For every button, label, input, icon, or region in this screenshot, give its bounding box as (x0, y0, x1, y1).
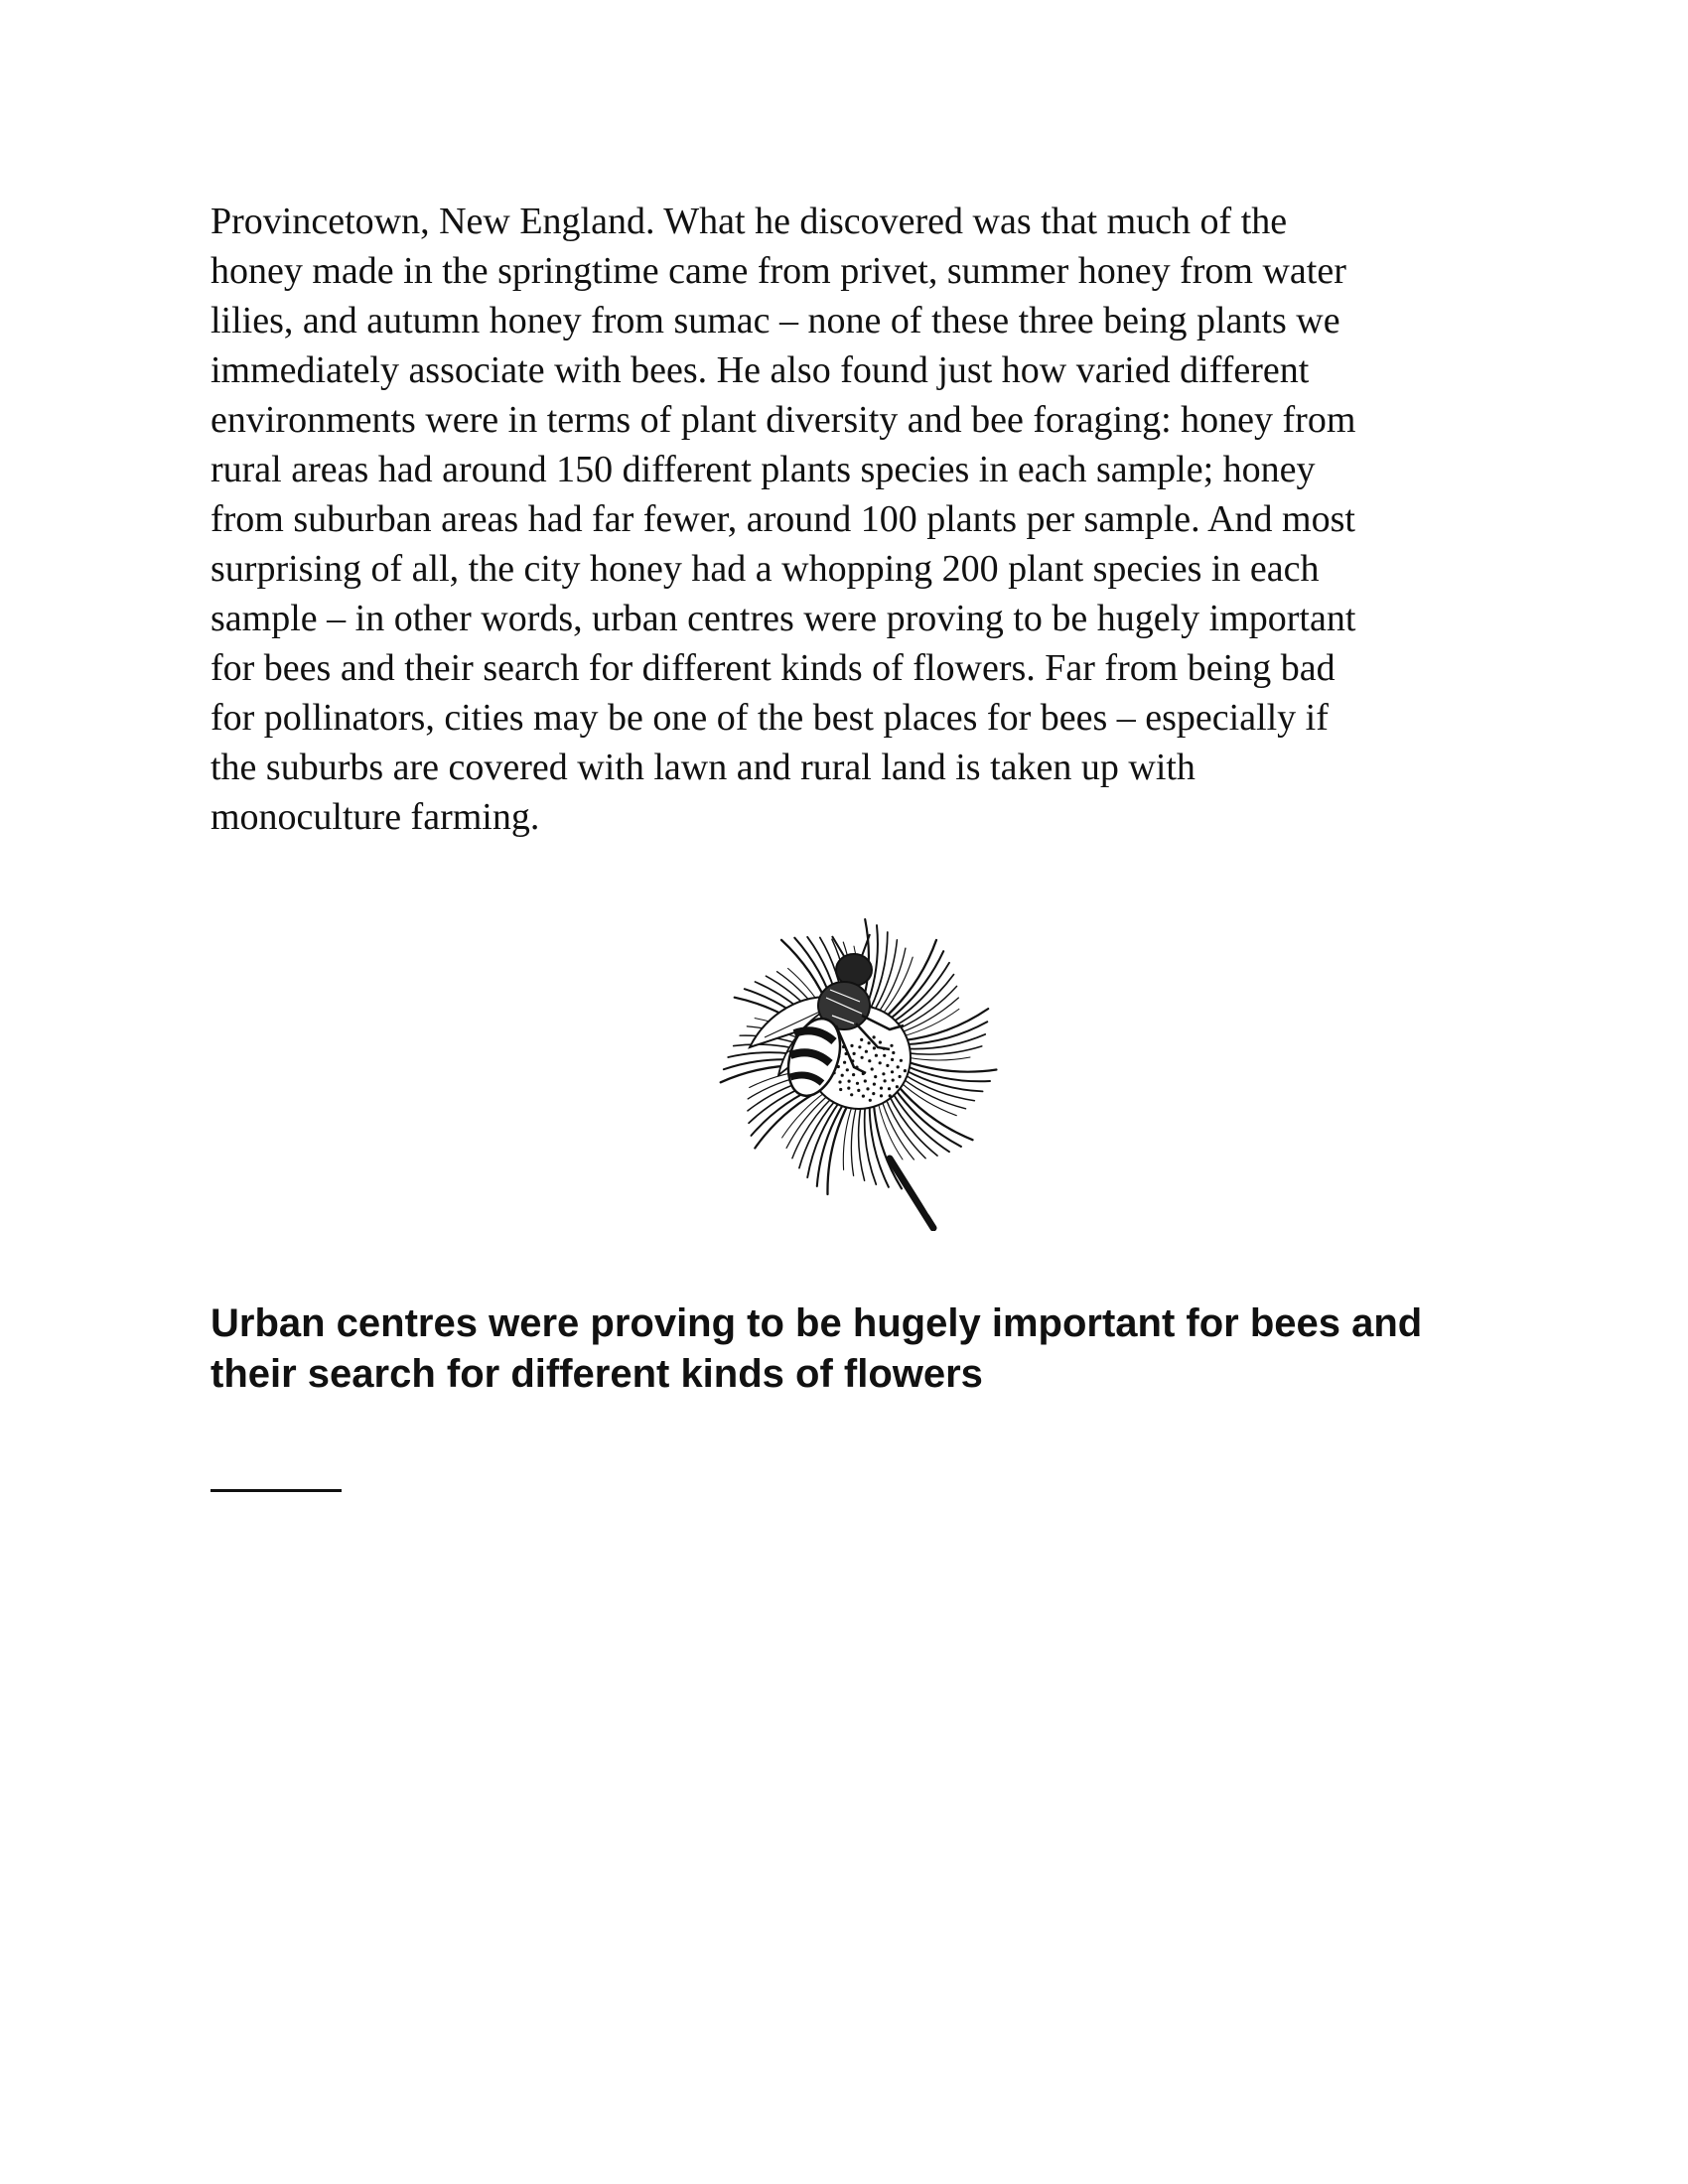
centre-dot (868, 1041, 871, 1044)
centre-dot (873, 1046, 876, 1049)
centre-dot (892, 1079, 895, 1082)
centre-dot (841, 1074, 844, 1077)
centre-dot (904, 1069, 907, 1072)
centre-dot (873, 1083, 876, 1086)
flower-stem (890, 1159, 933, 1228)
centre-dot (843, 1061, 846, 1064)
petal-stroke (907, 1046, 982, 1054)
centre-dot (880, 1087, 883, 1090)
petal-stroke (782, 1092, 826, 1138)
centre-dot (889, 1094, 892, 1097)
centre-dot (873, 1035, 876, 1038)
body-paragraph: Provincetown, New England. What he discovered was that much of the honey made in the springtime came from privet, summer honey from water lilies, and autumn honey from sumac – none of these three being plants we immediately associate with bees. He also found just how varied different environments were in terms of plant diversity and bee foraging: honey from rural areas had around 150 different plants species in each sample; honey from suburban areas had far fewer, around 100 plants per sample. And most surprising of all, the city honey had a whopping 200 plant species in each sample – in other words, urban centres were proving to be hugely important for bees and their search for different kinds of flowers. Far from being bad for pollinators, cities may be one of the best places for bees – especially if the suburbs are covered with lawn and rural land is taken up with monoculture farming. (211, 201, 1356, 838)
centre-dot (848, 1080, 851, 1083)
petal-stroke (907, 1057, 970, 1060)
centre-dot (850, 1093, 853, 1096)
petal-stroke (898, 1085, 973, 1140)
petal-stroke (827, 1104, 848, 1194)
centre-dot (868, 1059, 871, 1062)
petal-stroke (786, 1095, 829, 1149)
centre-dot (892, 1051, 895, 1054)
centre-dot (838, 1080, 841, 1083)
centre-dot (896, 1085, 899, 1088)
petal-stroke (859, 1105, 865, 1180)
centre-dot (866, 1087, 869, 1090)
petal-stroke (889, 951, 943, 1020)
centre-dot (850, 1044, 853, 1047)
centre-dot (899, 1075, 902, 1078)
centre-dot (882, 1072, 885, 1075)
centre-dot (880, 1094, 883, 1097)
centre-dot (891, 1058, 894, 1061)
centre-dot (875, 1054, 878, 1057)
petal-stroke (851, 1105, 856, 1175)
centre-dot (860, 1038, 863, 1041)
centre-dot (856, 1082, 859, 1085)
petal-stroke (755, 1089, 823, 1149)
bee-on-flower-illustration (695, 898, 1013, 1231)
centre-dot (871, 1067, 874, 1070)
centre-dot (884, 1079, 887, 1082)
centre-dot (857, 1089, 860, 1092)
centre-dot (897, 1065, 900, 1068)
centre-dot (890, 1044, 893, 1047)
centre-dot (883, 1054, 886, 1057)
centre-dot (872, 1092, 875, 1095)
centre-dot (847, 1087, 850, 1090)
centre-dot (839, 1088, 842, 1091)
centre-dot (853, 1052, 856, 1055)
centre-dot (852, 1073, 855, 1076)
petal-stroke (906, 1034, 985, 1049)
petal-stroke (904, 1074, 975, 1101)
petal-stroke (906, 1066, 990, 1082)
centre-dot (879, 1040, 882, 1043)
pull-quote: Urban centres were proving to be hugely important for bees and their search for different kinds of flowers (211, 1301, 1423, 1396)
flower-drawing (695, 898, 1013, 1231)
petal-stroke (904, 1009, 988, 1040)
centre-dot (864, 1079, 867, 1082)
centre-dot (861, 1056, 864, 1059)
centre-dot (846, 1068, 849, 1071)
centre-dot (858, 1045, 861, 1048)
centre-dot (865, 1050, 868, 1053)
petal-stroke (895, 1089, 961, 1147)
petal-stroke (878, 948, 906, 1014)
centre-dot (888, 1087, 891, 1090)
centre-dot (879, 1061, 882, 1064)
divider-rule (211, 1489, 342, 1492)
centre-dot (874, 1075, 877, 1078)
centre-dot (862, 1095, 865, 1098)
centre-dot (900, 1059, 903, 1062)
centre-dot (891, 1070, 894, 1073)
centre-dot (869, 1099, 872, 1102)
centre-dot (886, 1064, 889, 1067)
